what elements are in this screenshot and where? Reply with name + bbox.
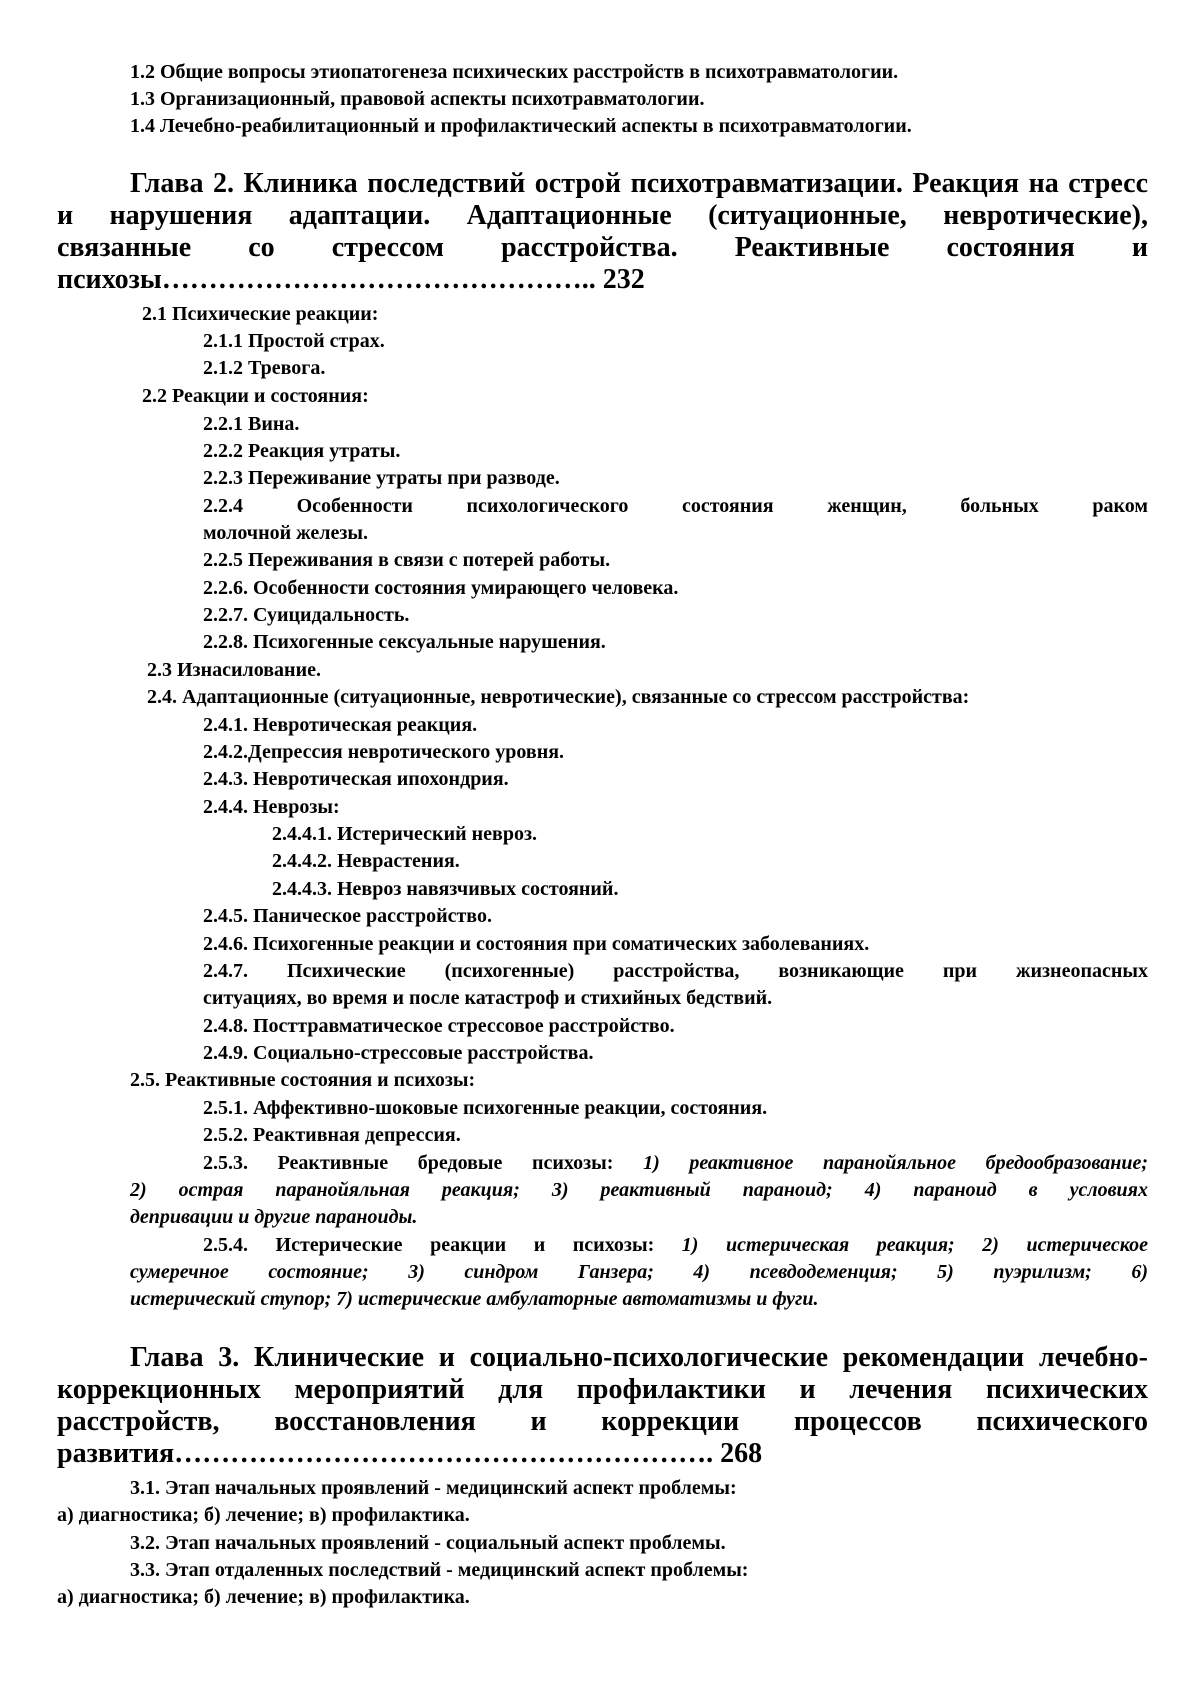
toc-item-2-4-9: 2.4.9. Социально-стрессовые расстройства. [203,1042,594,1064]
chapter-2-title-line-1: Глава 2. Клиника последствий острой психотравматизации. Реакция на стресс [130,168,1148,199]
toc-item-2-5-3-line-2: 2) острая паранойяльная реакция; 3) реактивный параноид; 4) параноид в условиях [130,1179,1148,1201]
toc-item-2-1: 2.1 Психические реакции: [142,303,379,325]
toc-item-2-5-4-list: 1) истерическая реакция; 2) истерическое [681,1234,1148,1256]
toc-item-2-3: 2.3 Изнасилование. [147,659,321,681]
toc-item-2-4-5: 2.4.5. Паническое расстройство. [203,905,492,927]
toc-item-2-4-8: 2.4.8. Посттравматическое стрессовое расстройство. [203,1015,675,1037]
toc-item-2-5-1: 2.5.1. Аффективно-шоковые психогенные реакции, состояния. [203,1097,768,1119]
toc-item-2-4-6: 2.4.6. Психогенные реакции и состояния при соматических заболеваниях. [203,933,870,955]
toc-item-2-4-4-2: 2.4.4.2. Неврастения. [272,850,460,872]
toc-item-2-5-4-line-1 [203,1232,1148,1259]
toc-item-2-4-1: 2.4.1. Невротическая реакция. [203,714,478,736]
toc-item-2-5: 2.5. Реактивные состояния и психозы: [130,1069,476,1091]
chapter-2-title-line-2: и нарушения адаптации. Адаптационные (ситуационные, невротические), [57,200,1148,231]
toc-item-3-3-sub: а) диагностика; б) лечение; в) профилактика. [57,1586,470,1608]
toc-item-2-2-5: 2.2.5 Переживания в связи с потерей работы. [203,549,611,571]
toc-item-3-1: 3.1. Этап начальных проявлений - медицинский аспект проблемы: [130,1477,737,1499]
toc-item-2-5-2: 2.5.2. Реактивная депрессия. [203,1124,461,1146]
toc-item-2-5-4-line-2: сумеречное состояние; 3) синдром Ганзера; 4) псевдодеменция; 5) пуэрилизм; 6) [130,1261,1148,1283]
chapter-3-title-line-3: расстройств, восстановления и коррекции процессов психического [57,1406,1148,1437]
toc-item-2-1-2: 2.1.2 Тревога. [203,357,326,379]
toc-item-2-2-7: 2.2.7. Суицидальность. [203,604,410,626]
toc-item-3-3: 3.3. Этап отдаленных последствий - медицинский аспект проблемы: [130,1559,749,1581]
toc-item-2-4: 2.4. Адаптационные (ситуационные, невротические), связанные со стрессом расстройства: [147,686,970,708]
toc-item-2-4-7-line-1: 2.4.7. Психические (психогенные) расстройства, возникающие при жизнеопасных [203,960,1148,982]
toc-item-3-2: 3.2. Этап начальных проявлений - социальный аспект проблемы. [130,1532,726,1554]
chapter-2-title-line-3: связанные со стрессом расстройства. Реактивные состояния и [57,232,1148,263]
toc-item-2-5-4-heading: 2.5.4. Истерические реакции и психозы: [203,1234,655,1256]
chapter-3-title-line-2: коррекционных мероприятий для профилактики и лечения психических [57,1374,1148,1405]
toc-item-1-3: 1.3 Организационный, правовой аспекты психотравматологии. [130,88,705,110]
toc-item-2-2-4-line-2: молочной железы. [203,522,368,544]
toc-item-2-2-3: 2.2.3 Переживание утраты при разводе. [203,467,560,489]
toc-item-2-4-3: 2.4.3. Невротическая ипохондрия. [203,768,509,790]
toc-item-2-2-1: 2.2.1 Вина. [203,413,300,435]
toc-item-3-1-sub: а) диагностика; б) лечение; в) профилактика. [57,1504,470,1526]
chapter-3-title-line-1: Глава 3. Клинические и социально-психологические рекомендации лечебно- [130,1342,1148,1373]
toc-item-2-5-3-heading: 2.5.3. Реактивные бредовые психозы: [203,1152,614,1174]
toc-item-2-5-3-line-3: депривации и другие параноиды. [130,1206,418,1228]
toc-item-2-2-8: 2.2.8. Психогенные сексуальные нарушения. [203,631,606,653]
chapter-2-title-line-4: психозы……………………………………….. 232 [57,264,645,295]
toc-item-2-2-6: 2.2.6. Особенности состояния умирающего человека. [203,577,679,599]
toc-item-2-5-3-list: 1) реактивное паранойяльное бредообразование; [643,1152,1149,1174]
toc-item-2-2: 2.2 Реакции и состояния: [142,385,369,407]
toc-item-2-4-4: 2.4.4. Неврозы: [203,796,340,818]
toc-item-1-2: 1.2 Общие вопросы этиопатогенеза психических расстройств в психотравматологии. [130,61,899,83]
toc-item-2-1-1: 2.1.1 Простой страх. [203,330,385,352]
toc-item-2-4-4-1: 2.4.4.1. Истерический невроз. [272,823,537,845]
toc-item-2-4-7-line-2: ситуациях, во время и после катастроф и стихийных бедствий. [203,987,773,1009]
toc-item-2-2-4-line-1: 2.2.4 Особенности психологического состояния женщин, больных раком [203,495,1148,517]
toc-item-2-4-4-3: 2.4.4.3. Невроз навязчивых состояний. [272,878,619,900]
toc-item-2-5-3-line-1 [203,1150,1148,1177]
chapter-3-title-line-4: развития…………………………………………………. 268 [57,1438,763,1469]
toc-item-2-4-2: 2.4.2.Депрессия невротического уровня. [203,741,565,763]
toc-item-1-4: 1.4 Лечебно-реабилитационный и профилактический аспекты в психотравматологии. [130,115,912,137]
toc-item-2-5-4-line-3: истерический ступор; 7) истерические амбулаторные автоматизмы и фуги. [130,1288,819,1310]
toc-item-2-2-2: 2.2.2 Реакция утраты. [203,440,401,462]
